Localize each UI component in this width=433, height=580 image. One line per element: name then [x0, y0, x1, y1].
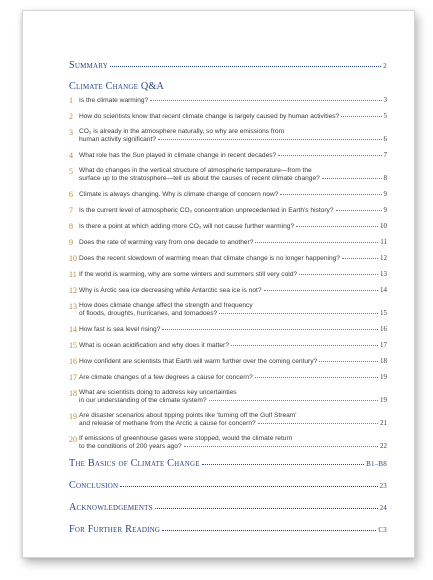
question-text-line2-row [79, 135, 387, 143]
dot-leader [231, 345, 378, 346]
question-text-line1: What are scientists doing to address key uncertainties [79, 389, 237, 396]
toc-entry-question[interactable] [69, 270, 387, 278]
dot-leader [162, 530, 376, 531]
toc-heading: Conclusion [69, 480, 119, 491]
question-text-block [79, 128, 387, 143]
toc-heading: Summary [69, 60, 108, 71]
section-heading-qa [69, 81, 387, 92]
question-text-line2: to the conditions of 200 years ago? [79, 443, 182, 450]
question-text-line1: What do changes in the vertical structure of atmospheric temperature—from the [79, 167, 312, 174]
dot-leader [319, 361, 378, 362]
toc-entry-acknowledgements[interactable] [69, 502, 387, 513]
question-number: 13 [69, 302, 77, 311]
dot-leader [162, 329, 378, 330]
question-text-block [79, 435, 387, 450]
question-number: 19 [69, 412, 77, 421]
question-number: 11 [69, 270, 77, 279]
question-text: Is there a point at which adding more CO₂ will not cause further warming? [79, 223, 295, 230]
question-number: 5 [69, 167, 73, 176]
dot-leader [150, 100, 381, 101]
page-number: 15 [380, 309, 387, 317]
dot-leader [184, 446, 378, 447]
page-number: 19 [380, 396, 387, 404]
question-text-line2: human activity significant? [79, 136, 156, 143]
dot-leader [342, 258, 378, 259]
page-number: B1–B8 [366, 460, 387, 468]
page-number: 9 [383, 190, 387, 198]
question-number: 1 [69, 96, 73, 105]
dot-leader [158, 139, 382, 140]
dot-leader [120, 486, 377, 487]
dot-leader [280, 194, 381, 195]
question-number: 15 [69, 341, 77, 350]
document-page [22, 10, 415, 558]
question-text-line2-row [79, 396, 387, 404]
toc-entry-question[interactable] [69, 302, 387, 317]
toc-entry-basics[interactable] [69, 458, 387, 469]
dot-leader [155, 508, 378, 509]
toc-entry-question[interactable] [69, 96, 387, 104]
toc-entry-question[interactable] [69, 151, 387, 159]
question-text-line1: CO₂ is already in the atmosphere naturally, so why are emissions from [79, 128, 285, 135]
question-text-line2: and release of methane from the Arctic a cause for concern? [79, 420, 256, 427]
question-text: What role has the Sun played in climate change in recent decades? [79, 152, 277, 159]
question-text: How fast is sea level rising? [79, 326, 161, 333]
question-number: 12 [69, 286, 77, 295]
question-number: 2 [69, 112, 73, 121]
question-number: 8 [69, 222, 73, 231]
page-number: 23 [379, 482, 387, 490]
section-title: Climate Change Q&A [69, 81, 165, 92]
question-text: Does the recent slowdown of warming mean that climate change is no longer happening? [79, 255, 340, 262]
question-text: How do scientists know that recent climate change is largely caused by human activities? [79, 113, 340, 120]
toc-entry-question[interactable] [69, 190, 387, 198]
page-number: 16 [380, 325, 387, 333]
dot-leader [278, 155, 381, 156]
question-text-block [79, 412, 387, 427]
page-number: 11 [380, 238, 387, 246]
question-number: 18 [69, 389, 77, 398]
page-number: 10 [380, 222, 387, 230]
question-text-line2-row [79, 442, 387, 450]
dot-leader [299, 274, 378, 275]
dot-leader [255, 242, 378, 243]
toc-entry-further-reading[interactable] [69, 524, 387, 535]
toc-heading: For Further Reading [69, 524, 161, 535]
page-number: C3 [378, 526, 387, 534]
question-number: 16 [69, 357, 77, 366]
page-number: 9 [383, 206, 387, 214]
toc-entry-question[interactable] [69, 325, 387, 333]
toc-entry-question[interactable] [69, 435, 387, 450]
page-number: 2 [383, 62, 387, 70]
page-number: 8 [383, 174, 387, 182]
question-number: 20 [69, 435, 77, 444]
toc-entry-question[interactable] [69, 128, 387, 143]
question-text-line2-row [79, 419, 387, 427]
toc-heading: Acknowledgements [69, 502, 153, 513]
page-number: 13 [380, 270, 387, 278]
toc-entry-question[interactable] [69, 389, 387, 404]
question-text: Is the current level of atmospheric CO₂ concentration unprecedented in Earth's history? [79, 207, 334, 214]
dot-leader [202, 464, 364, 465]
toc-entry-question[interactable] [69, 373, 387, 381]
question-text-line2: in our understanding of the climate system? [79, 397, 207, 404]
dot-leader [322, 178, 382, 179]
toc-entry-question[interactable] [69, 341, 387, 349]
page-number: 22 [380, 442, 387, 450]
page-number: 17 [380, 341, 387, 349]
question-text-block [79, 167, 387, 182]
question-text-line1: How does climate change affect the strength and frequency [79, 302, 253, 309]
toc-entry-question[interactable] [69, 238, 387, 246]
question-number: 6 [69, 190, 73, 199]
question-text: Are climate changes of a few degrees a cause for concern? [79, 374, 253, 381]
question-text: If the world is warming, why are some winters and summers still very cold? [79, 271, 298, 278]
question-number: 4 [69, 151, 73, 160]
toc-entry-question[interactable] [69, 357, 387, 365]
dot-leader [110, 66, 381, 67]
question-text: Does the rate of warming vary from one decade to another? [79, 239, 254, 246]
toc-entry-question[interactable] [69, 112, 387, 120]
toc-entry-conclusion[interactable] [69, 480, 387, 491]
question-number: 17 [69, 373, 77, 382]
question-text-line2: surface up to the stratosphere—tell us about the causes of recent climate change? [79, 175, 320, 182]
toc-entry-question[interactable] [69, 412, 387, 427]
question-number: 9 [69, 238, 73, 247]
question-text: How confident are scientists that Earth will warm further over the coming century? [79, 358, 318, 365]
toc-heading: The Basics of Climate Change [69, 458, 200, 469]
question-text: What is ocean acidification and why does it matter? [79, 342, 229, 349]
question-text: Climate is always changing. Why is climate change of concern now? [79, 191, 279, 198]
toc-entry-question[interactable] [69, 206, 387, 214]
toc-entry-question[interactable] [69, 222, 387, 230]
toc-entry-summary[interactable] [69, 60, 387, 71]
page-number: 19 [380, 373, 387, 381]
dot-leader [255, 377, 378, 378]
question-number: 3 [69, 128, 73, 137]
dot-leader [336, 210, 382, 211]
page-number: 18 [380, 357, 387, 365]
question-number: 14 [69, 325, 77, 334]
question-text-line1: Are disaster scenarios about tipping points like 'turning off the Gulf Stream' [79, 412, 297, 419]
question-text-block [79, 302, 387, 317]
dot-leader [209, 400, 378, 401]
toc-entry-question[interactable] [69, 254, 387, 262]
question-list [69, 96, 387, 450]
toc-entry-question[interactable] [69, 286, 387, 294]
table-of-contents [69, 60, 387, 535]
page-number: 14 [380, 286, 387, 294]
page-number: 21 [380, 419, 387, 427]
question-text-line2-row [79, 309, 387, 317]
dot-leader [258, 423, 378, 424]
dot-leader [296, 226, 378, 227]
question-text-line2-row [79, 174, 387, 182]
question-text: Why is Arctic sea ice decreasing while Antarctic sea ice is not? [79, 287, 262, 294]
dot-leader [341, 116, 381, 117]
dot-leader [264, 290, 378, 291]
question-text-line1: If emissions of greenhouse gases were stopped, would the climate return [79, 435, 293, 442]
page-number: 7 [383, 151, 387, 159]
question-number: 10 [69, 254, 77, 263]
question-text-line2: of floods, droughts, hurricanes, and tornadoes? [79, 310, 218, 317]
page-number: 24 [379, 504, 387, 512]
question-text-block [79, 389, 387, 404]
page-number: 3 [383, 96, 387, 104]
question-text: Is the climate warming? [79, 97, 149, 104]
toc-entry-question[interactable] [69, 167, 387, 182]
question-number: 7 [69, 206, 73, 215]
page-number: 6 [383, 135, 387, 143]
page-number: 5 [383, 112, 387, 120]
dot-leader [219, 313, 378, 314]
page-number: 12 [380, 254, 387, 262]
